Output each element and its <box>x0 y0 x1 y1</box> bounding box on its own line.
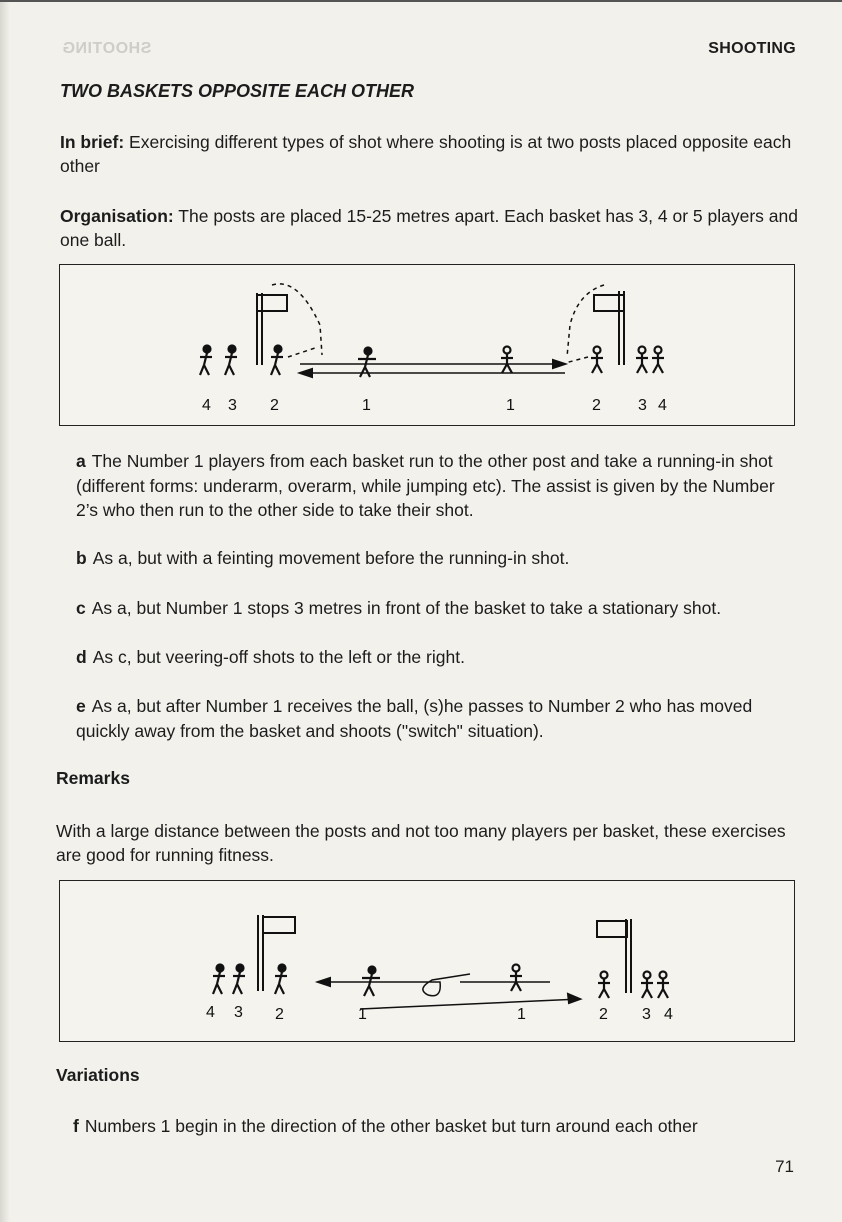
run-path-left <box>318 974 470 996</box>
variation-letter: f <box>73 1116 79 1136</box>
exercise-letter: a <box>76 451 86 471</box>
exercise-letter: c <box>76 598 86 618</box>
diagram-2-drawing <box>60 881 794 1041</box>
player-figure-left-3 <box>225 346 237 376</box>
bleed-through-header: SHOOTING <box>62 40 152 57</box>
section-title: TWO BASKETS OPPOSITE EACH OTHER <box>60 81 415 101</box>
exercise-e <box>76 694 798 743</box>
player-figure-right-3 <box>636 347 648 374</box>
label-left-4: 4 <box>202 397 211 414</box>
label-left-3: 3 <box>234 1004 243 1021</box>
page-edge <box>0 0 10 1222</box>
left-basket-sign <box>263 917 295 933</box>
right-pass <box>565 357 588 363</box>
diagram-2 <box>59 880 795 1042</box>
right-basket-sign <box>597 921 627 937</box>
label-left-1: 1 <box>358 1006 367 1023</box>
player-figure-right-2 <box>598 972 610 999</box>
left-pass <box>288 347 318 357</box>
remarks-heading: Remarks <box>56 768 130 788</box>
diagram-1 <box>59 264 795 426</box>
label-left-4: 4 <box>206 1004 215 1021</box>
in-brief-text: Exercising different types of shot where shooting is at two posts placed opposite each other <box>60 132 792 176</box>
running-head: SHOOTING <box>708 40 796 57</box>
player-figure-right-3 <box>641 972 653 999</box>
arrow-right <box>553 360 565 368</box>
variations-heading: Variations <box>56 1065 140 1085</box>
exercise-letter: d <box>76 647 87 667</box>
label-right-1: 1 <box>517 1006 526 1023</box>
player-figure-right-1 <box>501 347 513 374</box>
label-right-1: 1 <box>506 397 515 414</box>
label-left-2: 2 <box>275 1006 284 1023</box>
label-left-2: 2 <box>270 397 279 414</box>
label-right-4: 4 <box>664 1006 673 1023</box>
exercise-text: As c, but veering-off shots to the left or the right. <box>92 647 465 667</box>
exercise-a <box>76 449 798 523</box>
exercise-c <box>76 596 798 621</box>
exercise-b <box>76 546 798 571</box>
top-rule <box>0 0 842 2</box>
player-figure-right-1 <box>510 965 522 992</box>
variation-text: Numbers 1 begin in the direction of the other basket but turn around each other <box>84 1116 698 1136</box>
player-figure-left-3 <box>233 965 245 995</box>
variation-f <box>73 1114 803 1139</box>
label-left-3: 3 <box>228 397 237 414</box>
in-brief-label: In brief: <box>60 132 125 152</box>
player-figure-right-2 <box>591 347 603 374</box>
run-path-long <box>360 999 580 1009</box>
exercise-letter: b <box>76 548 87 568</box>
exercise-d <box>76 645 798 670</box>
player-figure-right-4 <box>652 347 664 374</box>
player-figure-left-4 <box>200 346 212 376</box>
arrow-left <box>300 369 312 377</box>
organisation-text: The posts are placed 15-25 metres apart. Each basket has 3, 4 or 5 players and one ball. <box>60 206 798 250</box>
player-figure-right-4 <box>657 972 669 999</box>
label-right-4: 4 <box>658 397 667 414</box>
in-brief-paragraph <box>60 130 800 178</box>
exercise-text: The Number 1 players from each basket run to the other post and take a running-in shot (different forms: underarm, overarm, while jumping etc). The assist is given by the Number 2’s who then run to the other side to take their shot. <box>76 451 775 520</box>
player-figure-left-2 <box>275 965 287 995</box>
player-figure-left-4 <box>213 965 225 995</box>
exercise-text: As a, but Number 1 stops 3 metres in front of the basket to take a stationary shot. <box>91 598 722 618</box>
arrow-left <box>318 978 330 986</box>
diagram-1-drawing <box>60 265 794 425</box>
label-right-3: 3 <box>638 397 647 414</box>
remarks-text: With a large distance between the posts and not too many players per basket, these exercises are good for running fitness. <box>56 821 786 865</box>
page-number: 71 <box>775 1157 794 1176</box>
organisation-paragraph <box>60 204 800 252</box>
organisation-label: Organisation: <box>60 206 174 226</box>
label-left-1: 1 <box>362 397 371 414</box>
label-right-3: 3 <box>642 1006 651 1023</box>
exercise-text: As a, but after Number 1 receives the ball, (s)he passes to Number 2 who has moved quickly away from the basket and shoots ("switch" situation). <box>76 696 753 741</box>
player-figure-left-2 <box>271 346 283 376</box>
exercise-text: As a, but with a feinting movement before the running-in shot. <box>92 548 570 568</box>
exercise-letter: e <box>76 696 86 716</box>
label-right-2: 2 <box>592 397 601 414</box>
label-right-2: 2 <box>599 1006 608 1023</box>
arrow-right <box>568 994 580 1003</box>
